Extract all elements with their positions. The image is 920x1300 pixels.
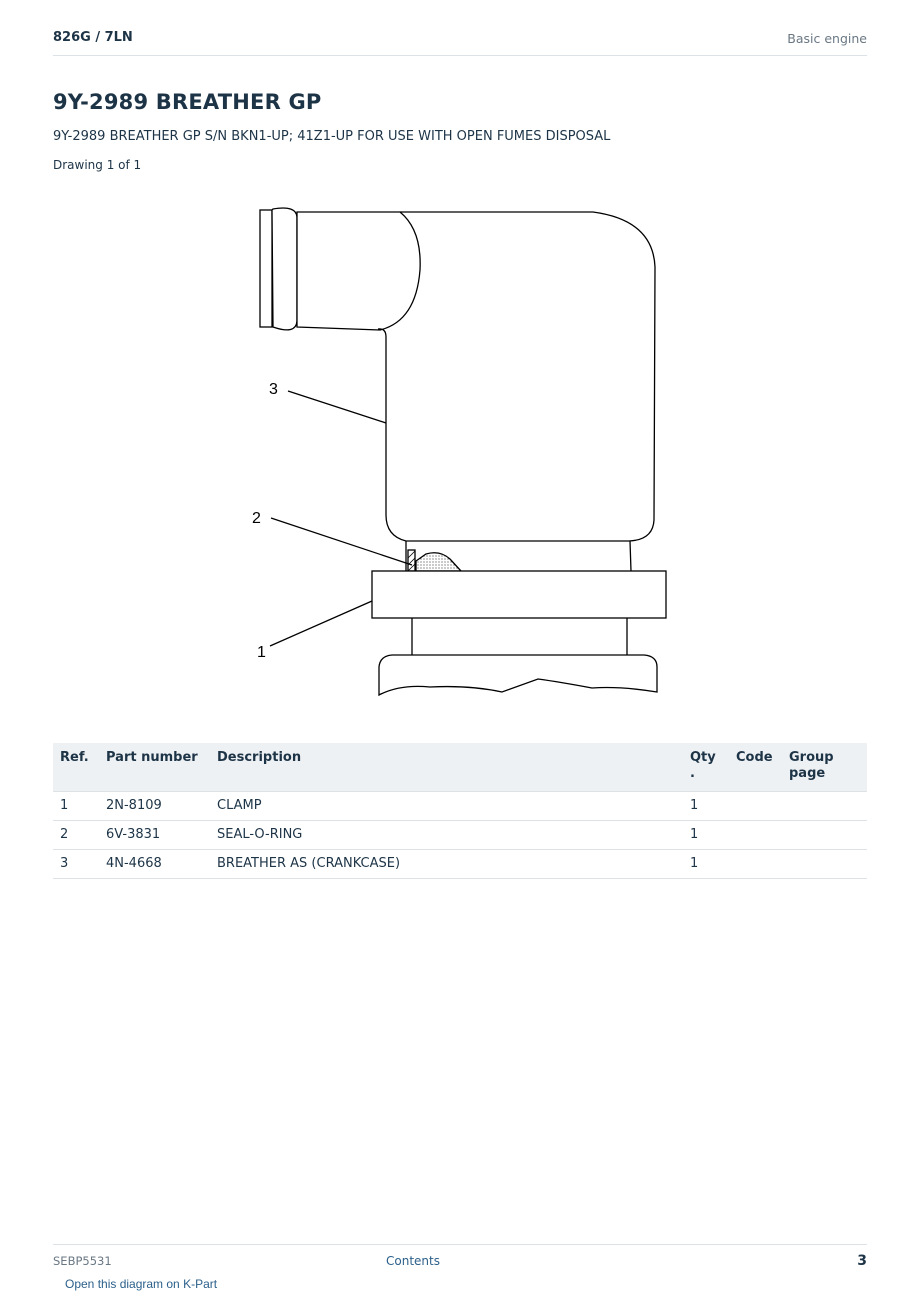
callout-number-3[interactable]: 3 (269, 381, 278, 398)
row-code (729, 821, 782, 850)
row-ref: 3 (53, 850, 99, 879)
row-code (729, 792, 782, 821)
row-part-number: 2N-8109 (99, 792, 210, 821)
table-row[interactable] (53, 792, 867, 821)
row-group-page (782, 821, 867, 850)
page-number: 3 (857, 1253, 867, 1269)
callout-leader-1 (270, 601, 372, 646)
row-description: CLAMP (210, 792, 683, 821)
row-description: BREATHER AS (CRANKCASE) (210, 850, 683, 879)
row-part-number: 4N-4668 (99, 850, 210, 879)
row-group-page (782, 850, 867, 879)
row-qty: 1 (683, 792, 729, 821)
column-header-description: Description (210, 743, 683, 792)
parts-diagram[interactable] (240, 195, 680, 705)
page-footer (53, 1244, 867, 1275)
page-header (53, 28, 867, 56)
row-ref: 1 (53, 792, 99, 821)
column-header-part-number: Part number (99, 743, 210, 792)
document-id: SEBP5531 (53, 1254, 112, 1268)
callout-leader-3 (288, 391, 386, 423)
contents-link[interactable]: Contents (386, 1254, 440, 1268)
row-group-page (782, 792, 867, 821)
inlet-flange-shape (260, 208, 297, 330)
seal-o-ring-shape (408, 550, 461, 571)
clamp-shape (372, 571, 666, 618)
lower-tube-shape (412, 618, 627, 656)
page-subtitle: 9Y-2989 BREATHER GP S/N BKN1-UP; 41Z1-UP FOR USE WITH OPEN FUMES DISPOSAL (53, 129, 611, 144)
row-qty: 1 (683, 850, 729, 879)
row-code (729, 850, 782, 879)
table-row[interactable] (53, 821, 867, 850)
row-ref: 2 (53, 821, 99, 850)
section-name: Basic engine (787, 31, 867, 46)
column-header-group-page: Group page (782, 743, 867, 792)
column-header-qty: Qty . (683, 743, 729, 792)
lower-connection-shape (379, 655, 657, 695)
row-description: SEAL-O-RING (210, 821, 683, 850)
row-qty: 1 (683, 821, 729, 850)
table-header-row (53, 743, 867, 792)
column-header-ref: Ref. (53, 743, 99, 792)
drawing-counter: Drawing 1 of 1 (53, 158, 142, 172)
table-row[interactable] (53, 850, 867, 879)
column-header-code: Code (729, 743, 782, 792)
parts-table (53, 743, 867, 879)
row-part-number: 6V-3831 (99, 821, 210, 850)
callout-number-2[interactable]: 2 (252, 510, 261, 527)
machine-model: 826G / 7LN (53, 30, 133, 45)
callout-number-1[interactable]: 1 (257, 644, 266, 661)
open-in-kpart-link[interactable]: Open this diagram on K-Part (65, 1277, 218, 1291)
callout-leader-2 (271, 518, 412, 565)
inlet-tube-shape (297, 212, 420, 330)
page-title: 9Y-2989 BREATHER GP (53, 90, 322, 114)
